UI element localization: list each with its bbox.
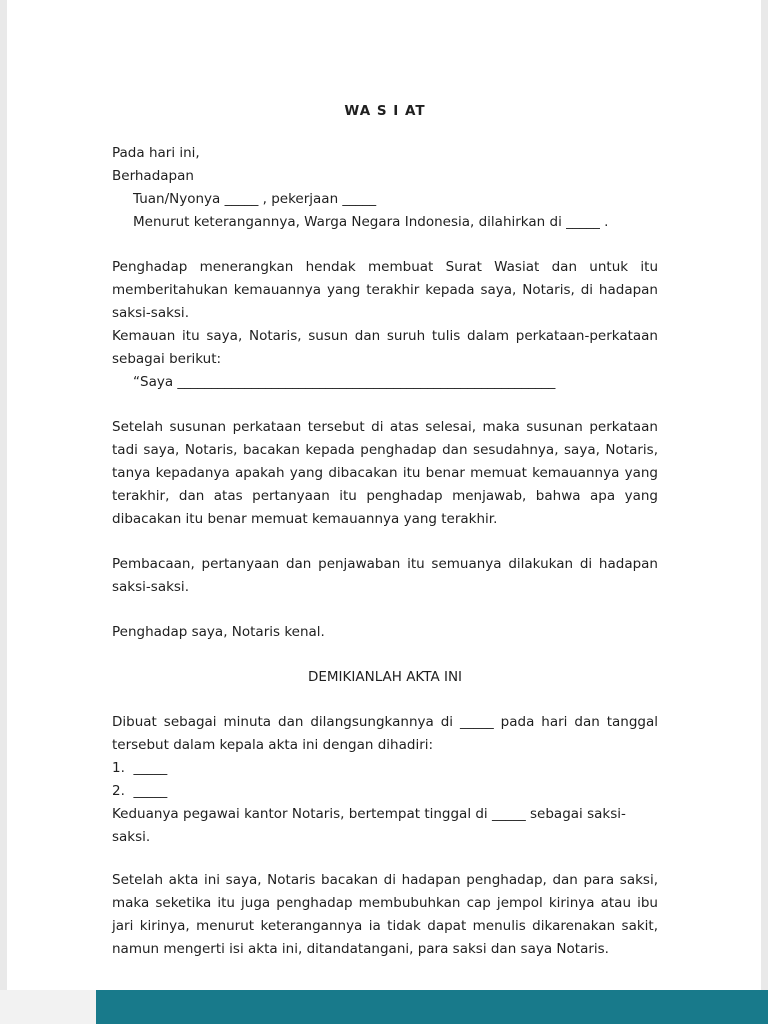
document-page	[7, 0, 761, 990]
footer-teal-bar	[96, 990, 768, 1024]
intro-line-keterangan: Menurut keterangannya, Warga Negara Indonesia, dilahirkan di _____ .	[133, 214, 609, 230]
paragraph-pembacaan: Pembacaan, pertanyaan dan penjawaban itu semuanya dilakukan di hadapan saksi-saksi.	[112, 556, 658, 595]
paragraph-setelah-akta-ini: Setelah akta ini saya, Notaris bacakan di hadapan penghadap, dan para saksi, maka seketika itu juga penghadap membubuhkan cap jempol kirinya atau ibu jari kirinya, menurut keterangannya ia tidak dapat menulis dikarenakan sakit, namun mengerti isi akta ini, ditandatangani, para saksi dan saya Notaris.	[112, 872, 658, 957]
witness-item-1: 1. _____	[112, 760, 168, 776]
line-penghadap-kenal: Penghadap saya, Notaris kenal.	[112, 624, 325, 640]
paragraph-penghadap-menerangkan: Penghadap menerangkan hendak membuat Surat Wasiat dan untuk itu memberitahukan kemauannya yang terakhir kepada saya, Notaris, di hadapan saksi-saksi.	[112, 259, 658, 321]
intro-line-berhadapan: Berhadapan	[112, 168, 194, 184]
paragraph-kemauan-itu: Kemauan itu saya, Notaris, susun dan suruh tulis dalam perkataan-perkataan sebagai berikut:	[112, 328, 658, 367]
document-title: WA S I AT	[344, 103, 426, 119]
footer-strip	[0, 990, 768, 1024]
saya-blank-line: “Saya ________________________________________________________	[133, 374, 556, 390]
witness-item-2: 2. _____	[112, 783, 168, 799]
heading-demikianlah-akta-ini: DEMIKIANLAH AKTA INI	[307, 669, 463, 685]
intro-line-pada-hari-ini: Pada hari ini,	[112, 145, 200, 161]
paragraph-setelah-susunan: Setelah susunan perkataan tersebut di atas selesai, maka susunan perkataan tadi saya, Notaris, bacakan kepada penghadap dan sesudahnya, saya, Notaris, tanya kepadanya apakah yang dibacakan itu benar memuat kemauannya yang terakhir, dan atas pertanyaan itu penghadap menjawab, bahwa apa yang dibacakan itu benar memuat kemauannya yang terakhir.	[112, 419, 658, 527]
intro-line-tuan-nyonya: Tuan/Nyonya _____ , pekerjaan _____	[133, 191, 377, 207]
paragraph-dibuat-sebagai-minuta: Dibuat sebagai minuta dan dilangsungkannya di _____ pada hari dan tanggal tersebut dalam kepala akta ini dengan dihadiri:	[112, 714, 658, 753]
line-keduanya-pegawai: Keduanya pegawai kantor Notaris, bertempat tinggal di _____ sebagai saksi-saksi.	[112, 806, 626, 845]
